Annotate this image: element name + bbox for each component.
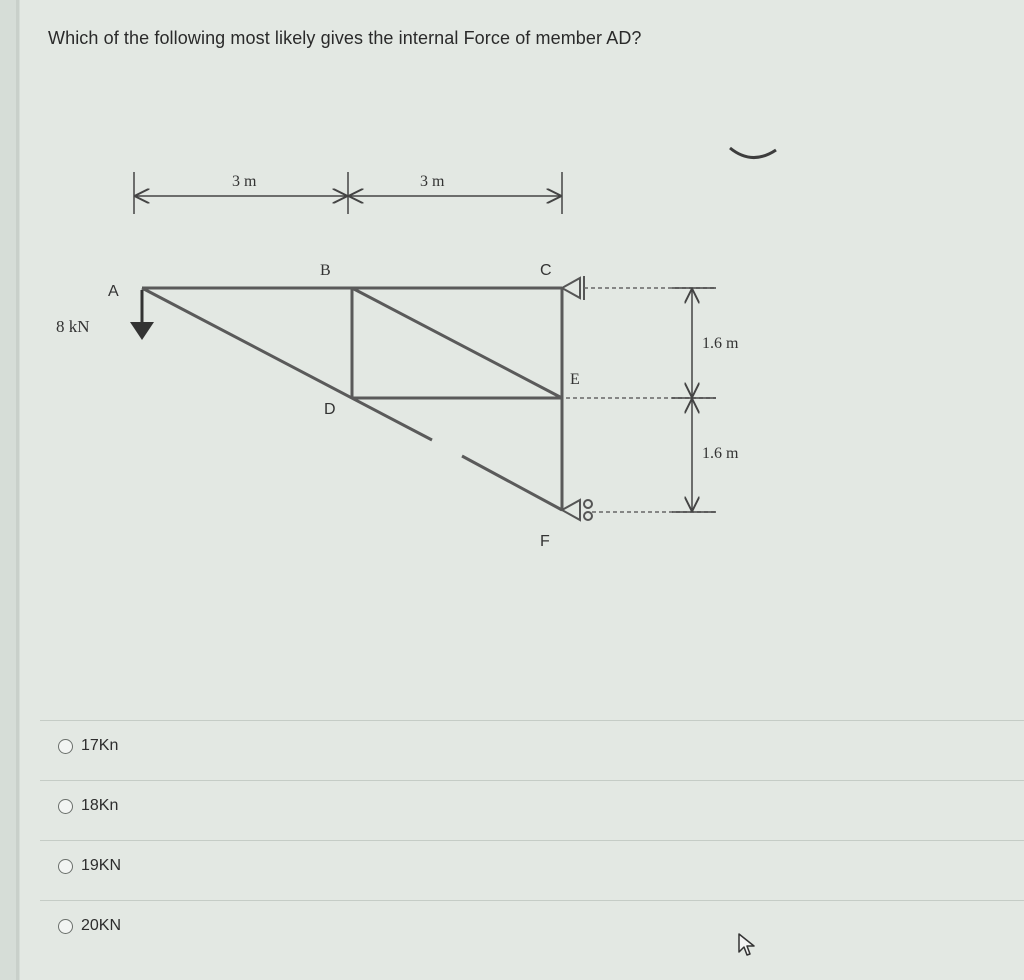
radio-button-icon[interactable]	[58, 739, 73, 754]
load-label: 8 kN	[56, 317, 90, 336]
question-text: Which of the following most likely gives the internal Force of member AD?	[48, 28, 642, 48]
node-label-c: C	[540, 262, 552, 279]
node-label-a: A	[108, 283, 119, 300]
node-label-b: B	[320, 262, 331, 279]
option-divider	[40, 780, 1024, 781]
radio-button-icon[interactable]	[58, 919, 73, 934]
dim-right-lower: 1.6 m	[702, 445, 739, 462]
radio-button-icon[interactable]	[58, 859, 73, 874]
option-divider	[40, 720, 1024, 721]
mouse-pointer-icon	[736, 932, 758, 958]
radio-button-icon[interactable]	[58, 799, 73, 814]
option-3[interactable]	[58, 857, 121, 875]
node-label-f: F	[540, 533, 550, 550]
option-1[interactable]	[58, 737, 118, 755]
option-divider	[40, 840, 1024, 841]
dim-top-left: 3 m	[232, 173, 257, 190]
option-label: 18Kn	[81, 797, 119, 814]
dim-top-right: 3 m	[420, 173, 445, 190]
option-label: 17Kn	[81, 737, 119, 754]
node-label-e: E	[570, 371, 580, 388]
option-4[interactable]	[58, 917, 121, 935]
option-2[interactable]	[58, 797, 118, 815]
option-label: 19KN	[81, 857, 122, 874]
option-divider	[40, 900, 1024, 901]
node-label-d: D	[324, 401, 336, 418]
dim-right-upper: 1.6 m	[702, 335, 739, 352]
option-label: 20KN	[81, 917, 122, 934]
